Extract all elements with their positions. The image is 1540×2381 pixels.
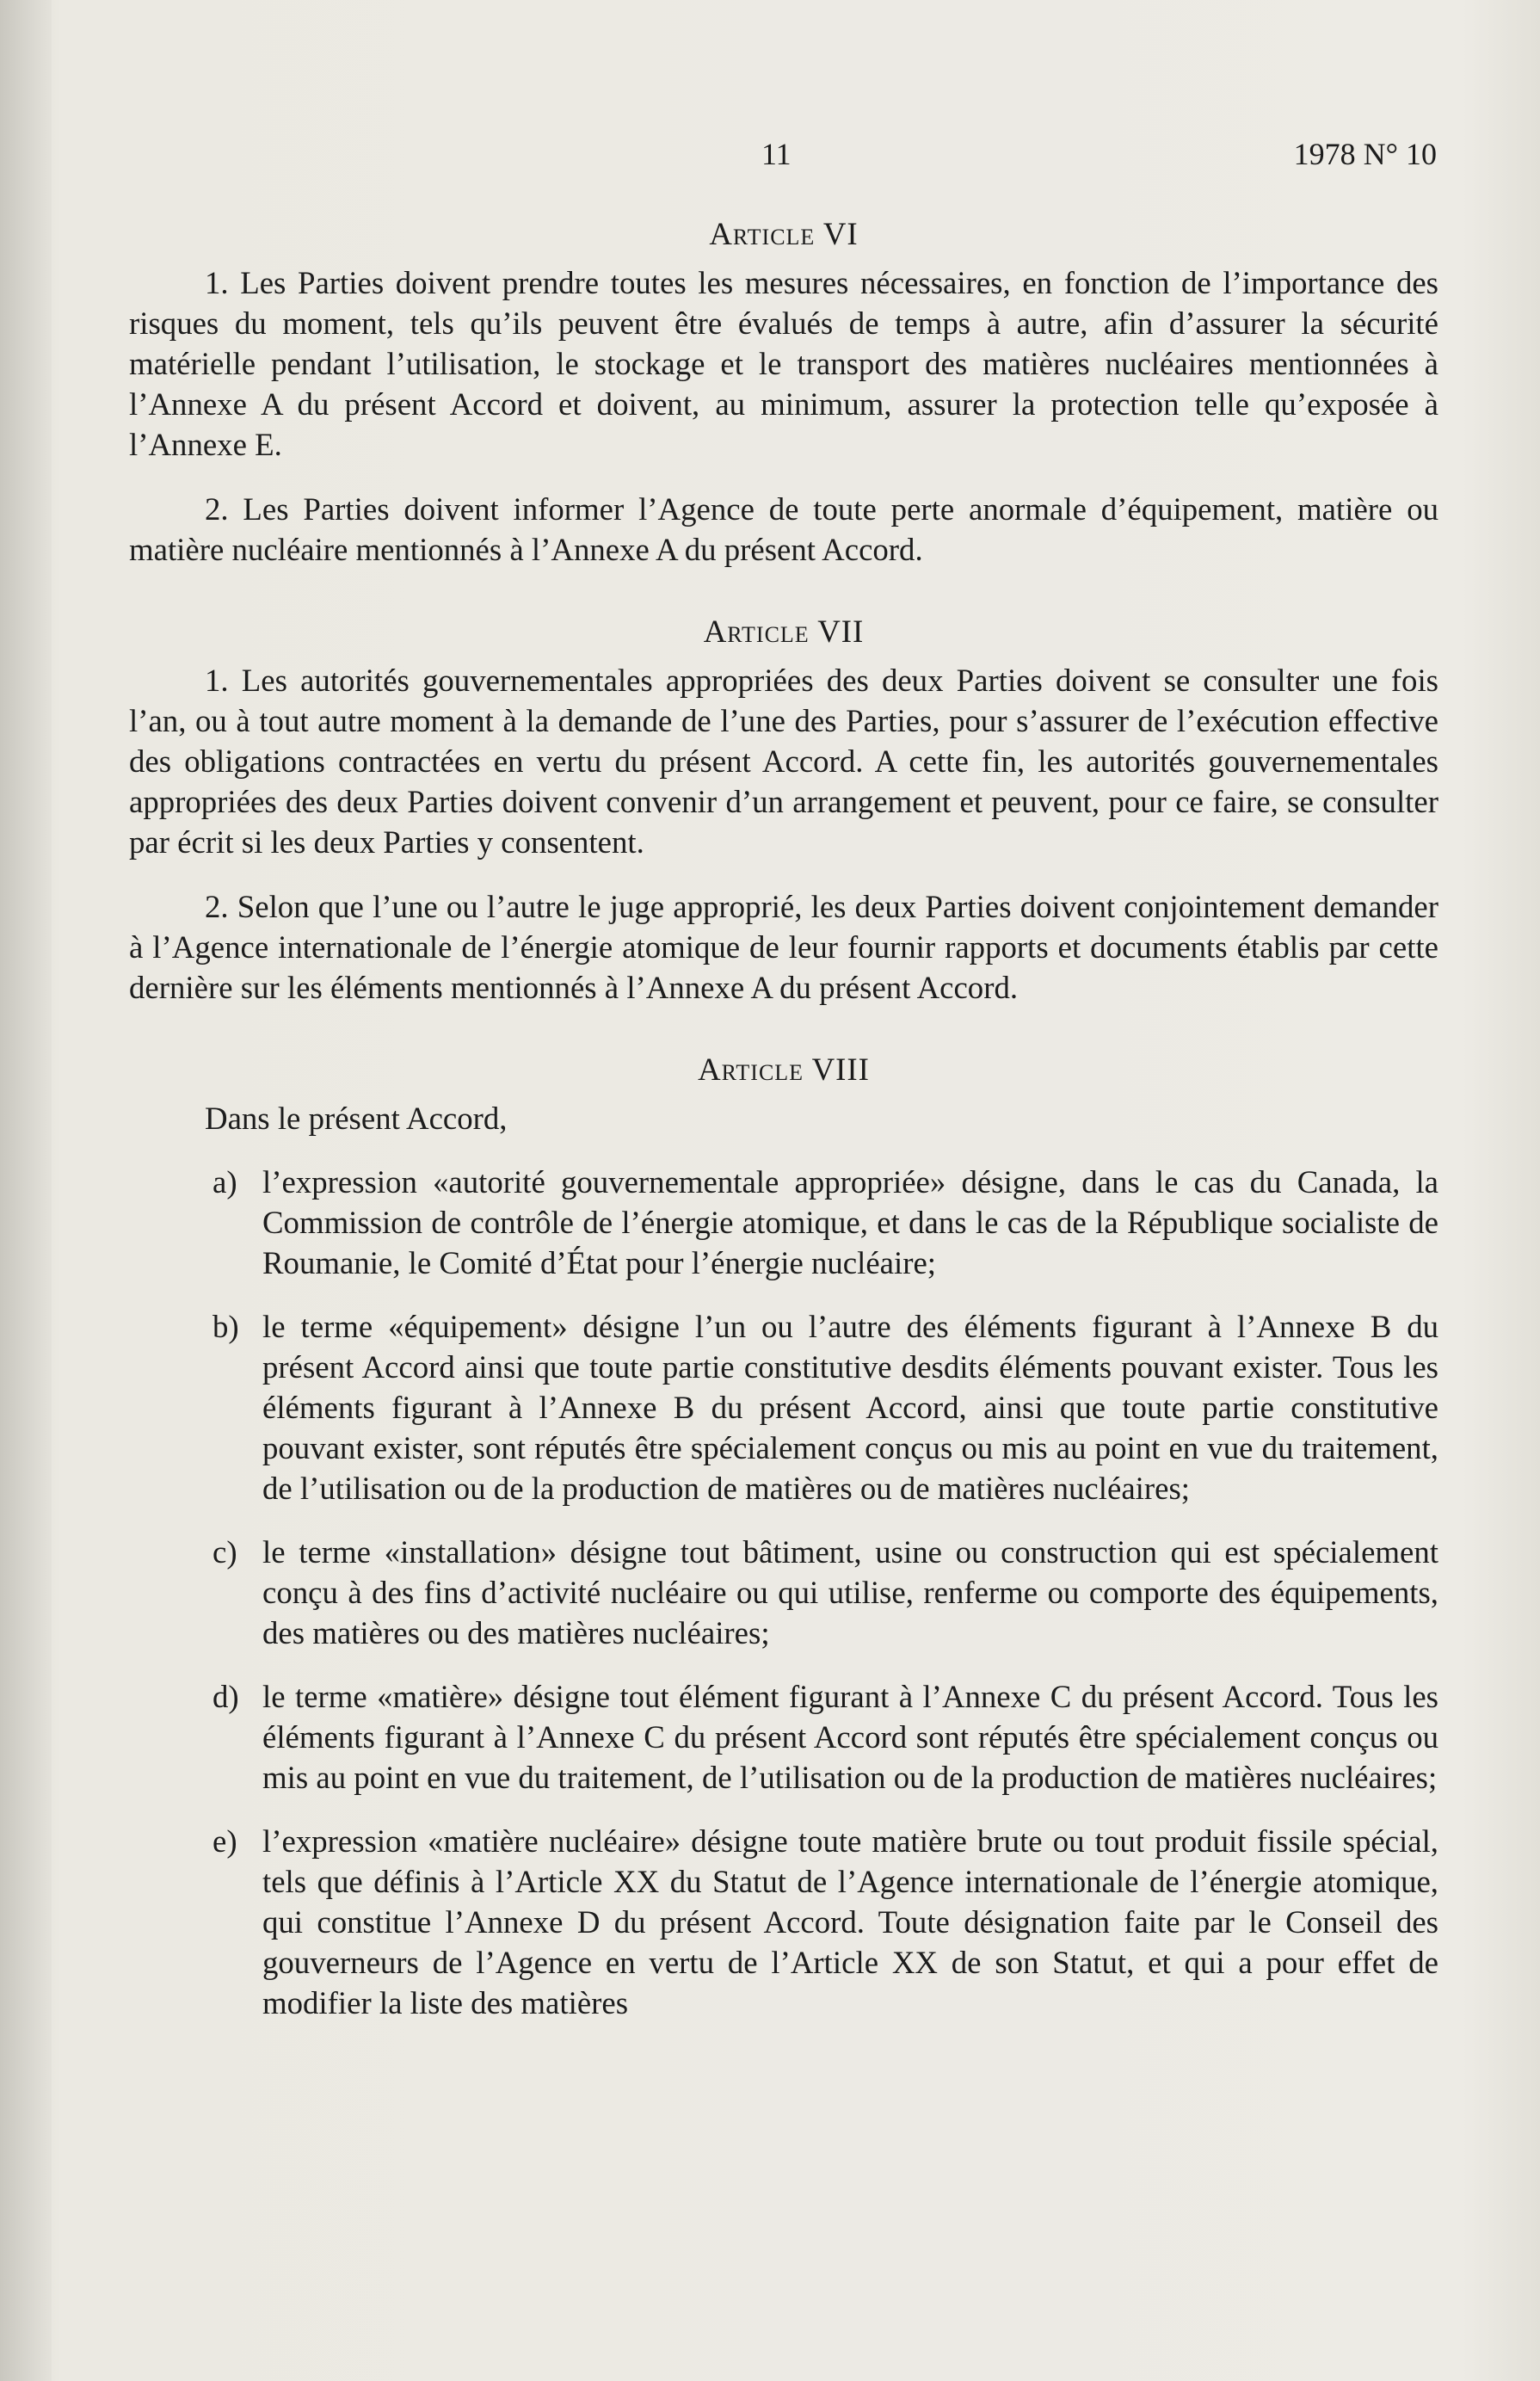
definition-item — [129, 1821, 1438, 2023]
definition-label: e) — [213, 1823, 237, 1859]
definition-item — [129, 1162, 1438, 1283]
article-vi-heading: Article VI — [709, 216, 859, 251]
definition-text: le terme «installation» désigne tout bâtiment, usine ou construction qui est spécialement conçu à des fins d’activité nucléaire ou qui utilise, renferme ou comporte des équipements, des matières ou des matières nucléaires; — [262, 1534, 1438, 1650]
definition-item — [129, 1676, 1438, 1798]
definition-label: b) — [213, 1309, 239, 1344]
definition-text: l’expression «matière nucléaire» désigne toute matière brute ou tout produit fissile spécial, tels que définis à l’Article XX du Statut de l’Agence internationale de l’énergie atomique, qui constitue l’Annexe D du présent Accord. Toute désignation faite par le Conseil des gouverneurs de l’Agence en vertu de l’Article XX de son Statut, et qui a pour effet de modifier la liste des matières — [262, 1823, 1438, 2020]
article-vii-paragraph-2: 2. Selon que l’une ou l’autre le juge approprié, les deux Parties doivent conjointement demander à l’Agence internationale de l’énergie atomique de leur fournir rapports et documents établis par cette dernière sur les éléments mentionnés à l’Annexe A du présent Accord. — [129, 889, 1438, 1005]
article-vii-heading: Article VII — [703, 614, 865, 649]
page-header — [129, 136, 1437, 188]
definition-item — [129, 1306, 1438, 1508]
article-viii-heading: Article VIII — [698, 1052, 870, 1087]
article-vi-paragraph-2: 2. Les Parties doivent informer l’Agence de toute perte anormale d’équipement, matière ou matière nucléaire mentionnés à l’Annexe A du présent Accord. — [129, 491, 1438, 567]
article-viii-intro: Dans le présent Accord, — [205, 1101, 508, 1136]
document-reference: 1978 N° 10 — [1293, 137, 1437, 171]
definition-label: c) — [213, 1534, 237, 1570]
article-vii-paragraph-1: 1. Les autorités gouvernementales appropriées des deux Parties doivent se consulter une fois l’an, ou à tout autre moment à la demande de l’une des Parties, pour s’assurer de l’exécution effective des obligations contractées en vertu du présent Accord. A cette fin, les autorités gouvernementales appropriées des deux Parties doivent convenir d’un arrangement et peuvent, pour ce faire, se consulter par écrit si les deux Parties y consentent. — [129, 663, 1438, 860]
definition-text: le terme «matière» désigne tout élément figurant à l’Annexe C du présent Accord. Tous les éléments figurant à l’Annexe C du présent Accord sont réputés être spécialement conçus ou mis au point en vue du traitement, de l’utilisation ou de la production de matières nucléaires; — [262, 1679, 1438, 1795]
page-number: 11 — [761, 137, 792, 171]
definition-label: a) — [213, 1164, 237, 1200]
definition-text: le terme «équipement» désigne l’un ou l’autre des éléments figurant à l’Annexe B du présent Accord ainsi que toute partie constitutive desdits éléments pouvant exister. Tous les éléments figurant à l’Annexe B du présent Accord, ainsi que toute partie constitutive pouvant exister, sont réputés être spécialement conçus ou mis au point en vue du traitement, de l’utilisation ou de la production de matières ou de matières nucléaires; — [262, 1309, 1438, 1506]
page-body — [129, 213, 1438, 2023]
page-binding-shadow — [0, 0, 52, 2381]
article-vi-paragraph-1: 1. Les Parties doivent prendre toutes les mesures nécessaires, en fonction de l’importance des risques du moment, tels qu’ils peuvent être évalués de temps à autre, afin d’assurer la sécurité matérielle pendant l’utilisation, le stockage et le transport des matières nucléaires mentionnées à l’Annexe A du présent Accord et doivent, au minimum, assurer la protection telle qu’exposée à l’Annexe E. — [129, 265, 1438, 462]
definition-text: l’expression «autorité gouvernementale appropriée» désigne, dans le cas du Canada, la Commission de contrôle de l’énergie atomique, et dans le cas de la République socialiste de Roumanie, le Comité d’État pour l’énergie nucléaire; — [262, 1164, 1438, 1280]
definition-label: d) — [213, 1679, 239, 1714]
definition-item — [129, 1532, 1438, 1653]
